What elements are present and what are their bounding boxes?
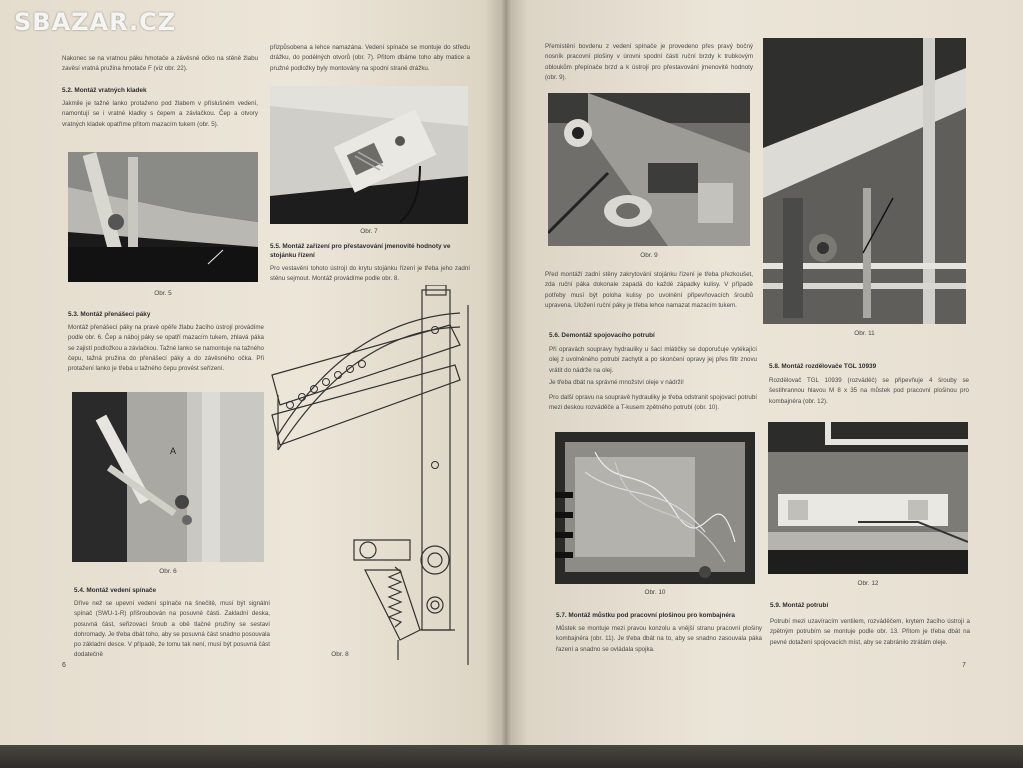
section-text-5-4-continued: přizpůsobena a lehce namazána. Vedení spínače se montuje do středu drážku, do podélných otvorů (obr. 7). Přitom dbáme toho aby matice a pružné podložky byly montovány na spodní straně drážku.	[270, 44, 470, 72]
book-gutter	[500, 0, 512, 745]
right-intro-paragraph: Přemístění bovdenu z vedení spínače je provedeno přes pravý bočný nosník pracovní plošiny v úrovni spodní části ruční brzdy k trubkovým obloukům přepínače brzd a k ústrojí pro přestavování jmenovité hodnoty (obr. 9).	[545, 43, 753, 81]
section-heading-5-2: 5.2. Montáž vratných kladek	[62, 87, 147, 94]
photo-figure-12	[768, 422, 968, 574]
photo-figure-5	[68, 152, 258, 282]
section-text-5-2: Jakmile je tažné lanko protaženo pod žlabem v příslušném vedení, namontují se i vratné kladky s čepem a závlačkou. Čep a otvory vratných kladek opatříme přitom mazacím tukem (obr. 5).	[62, 100, 258, 128]
section-heading-5-3: 5.3. Montáž přenášecí páky	[68, 311, 151, 318]
section-text-5-6-b: Je třeba dbát na správné množství oleje v nádrži!	[549, 379, 684, 386]
technical-drawing-figure-8	[270, 285, 470, 665]
figure-label-a: A	[170, 446, 177, 456]
section-text-5-4: Dříve než se upevní vedení spínače na šnečitě, musí být signální spínač (SWU-1-R) přišroubován na posuvné části. Zakladní deska, posuvná část, seřizovací šroub a obě tlačné pružiny se sestaví dohromady. Je třeba dbát toho, aby se posuvná část snadno posouvala po základní desce. V případě, že tomu tak není, musí být posuvná část dodatečně	[74, 600, 270, 659]
section-heading-5-8: 5.8. Montáž rozdělovače TGL 10939	[769, 363, 877, 370]
section-text-5-5: Pro vestavění tohoto ústrojí do krytu stojánku řízení je třeba jeho zadní stěnu sejmout. Montáž provádíme podle obr. 8.	[270, 265, 470, 283]
page-number-right: 7	[962, 662, 966, 669]
caption-figure-8: Obr. 8	[331, 651, 349, 658]
section-text-5-6-a: Při opravách soupravy hydrauliky u šací mlátičky se doporučuje vytékající olej z uvolněného potrubí zachytit a po skončení opravy jej přes filtr znovu vrátit do nádrže na olej.	[549, 346, 757, 374]
page-number-left: 6	[62, 662, 66, 669]
section-heading-5-7: 5.7. Montáž můstku pod pracovní plošinou pro kombajnéra	[556, 612, 735, 619]
photo-figure-6	[72, 392, 264, 562]
section-text-5-6-c: Pro další opravu na soupravě hydrauliky je třeba odstranit spojovací potrubí mezi deskou rozváděče a T-kusem zpětného potrubí (obr. 10).	[549, 394, 757, 412]
section-heading-5-4: 5.4. Montáž vedení spínače	[74, 587, 157, 594]
section-heading-5-5: 5.5. Montáž zařízení pro přestavování jmenovité hodnoty ve stojánku řízení	[270, 243, 451, 259]
caption-figure-10: Obr. 10	[644, 589, 666, 596]
caption-figure-9: Obr. 9	[640, 252, 658, 259]
paragraph-after-figure-9: Před montáží zadní stěny zakrytování stojánku řízení je třeba přezkoušet, zda ruční páka dokonale zapadá do každé západky kulisy. V případě potřeby musí být poloha kulisy po uvolnění připevňovacích šroubů upravena. Uložení ruční páky je třeba lehce namazat mazacím tukem.	[545, 271, 753, 309]
sbazar-watermark-logo: SBAZAR.CZ	[14, 8, 177, 36]
intro-paragraph: Nakonec se na vratnou páku hmotače a závěsné očko na stěně žlabu zavěsí vratná pružina hmotače F (viz obr. 22).	[62, 55, 258, 73]
section-text-5-9: Potrubí mezi uzavíracím ventilem, rozváděčem, krytem žacího ústrojí a zpětným potrubím se montuje podle obr. 13. Přitom je třeba dbát na pevné dotažení spojovacích míst, aby se zabránilo ztrátám oleje.	[770, 618, 970, 646]
photo-figure-9	[548, 93, 750, 246]
photo-figure-7	[270, 86, 468, 224]
photo-figure-11	[763, 38, 966, 324]
caption-figure-5: Obr. 5	[154, 290, 172, 297]
section-heading-5-9: 5.9. Montáž potrubí	[770, 602, 829, 609]
photo-figure-10	[555, 432, 755, 584]
section-text-5-3: Montáž přenášecí páky na pravé opěře žlabu žacího ústrojí provádíme podle obr. 6. Čep a náboj páky se opatří mazacím tukem, zhlavá páka se zajistí podložkou a závlačkou. Tažné lanko se namontuje na tažného čepu, tažná pružina do přenášecí páky a do závěsného očka. Při protažení lanko je třeba u tažného čepu provést seřízení.	[68, 324, 264, 373]
section-text-5-7: Můstek se montuje mezi pravou konzolu a vnější stranu pracovní plošiny kombajnéra (obr. 11). Je třeba dbát na to, aby se snadno zasouvala páka řazení a snadno se ovládala spojka.	[556, 625, 762, 653]
section-text-5-8: Rozdělovač TGL 10939 (rozváděč) se připevňuje 4 šrouby se šestihrannou hlavou M 8 x 35 na můstek pod pracovní plošinou pro kombajnéra (obr. 12).	[769, 377, 969, 405]
caption-figure-7: Obr. 7	[360, 228, 378, 235]
caption-figure-6: Obr. 6	[159, 568, 177, 575]
table-surface	[0, 745, 1023, 768]
caption-figure-11: Obr. 11	[854, 330, 875, 337]
caption-figure-12: Obr. 12	[857, 580, 879, 587]
section-heading-5-6: 5.6. Demontáž spojovacího potrubí	[549, 332, 655, 339]
